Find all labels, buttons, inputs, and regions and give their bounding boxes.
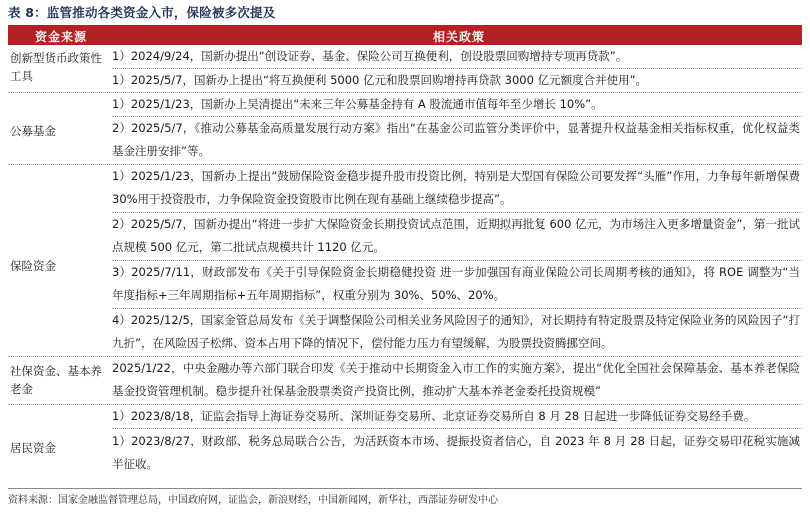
table-title: 表 8：监管推动各类资金入市，保险被多次提及 — [8, 5, 276, 20]
category-household-funds: 居民资金 — [10, 441, 56, 455]
data-source-note: 资料来源：国家金融监督管理总局，中国政府网，证监会，新浪财经，中国新闻网，新华社，西部证券研发中心 — [8, 495, 498, 506]
row-divider — [112, 428, 802, 429]
policy-item: 1）2025/1/23，国新办上提出“鼓励保险资金稳步提升股市投资比例，特别是大型国有保险公司要发挥“头雁”作用，力争每年新增保费 30%用于投资股市，力争保险资金投资股市比例在现有基础上继续稳步提高”。 — [112, 169, 800, 206]
policy-item: 3）2025/7/11，财政部发布《关于引导保险资金长期稳健投资 进一步加强国有商业保险公司长周期考核的通知》，将 ROE 调整为“当年度指标+三年周期指标+五年周期指标”，权重分别为 30%、50%、20%。 — [112, 265, 800, 302]
policy-item: 1）2024/9/24，国新办提出“创设证券、基金、保险公司互换便利，创设股票回购增持专项再贷款”。 — [112, 49, 628, 63]
policy-table — [8, 45, 802, 488]
header-fund-source: 资金来源 — [34, 30, 87, 44]
policy-item: 4）2025/12/5，国家金管总局发布《关于调整保险公司相关业务风险因子的通知》，对长期持有特定股票及特定保险业务的风险因子“打九折”，在风险因子松绑、资本占用下降的情况下，偿付能力压力有望缓解，为股票投资腾挪空间。 — [112, 313, 800, 350]
policy-item: 2）2025/5/7，《推动公募基金高质量发展行动方案》指出“在基金公司监管分类评价中，显著提升权益基金相关指标权重，优化权益类基金注册安排”等。 — [112, 121, 800, 158]
category-monetary-tools: 创新型货币政策性工具 — [10, 51, 102, 83]
policy-item: 2025/1/22，中央金融办等六部门联合印发《关于推动中长期资金入市工作的实施方案》，提出“优化全国社会保障基金、基本养老保险基金投资管理机制。稳步提升社保基金股票类资产投资比例，推动扩大基本养老金委托投资规模” — [112, 361, 800, 398]
policy-item: 1）2023/8/18，证监会指导上海证券交易所、深圳证券交易所、北京证券交易所自 8 月 28 日起进一步降低证券交易经手费。 — [112, 409, 756, 423]
table-bottom-border — [8, 488, 802, 489]
policy-item: 1）2025/5/7，国新办上提出“将互换便利 5000 亿元和股票回购增持再贷款 3000 亿元额度合并使用”。 — [112, 73, 648, 87]
category-social-security: 社保资金、基本养老金 — [10, 364, 102, 396]
header-related-policy: 相关政策 — [432, 30, 485, 44]
policy-item: 1）2023/8/27，财政部、税务总局联合公告，为活跃资本市场、提振投资者信心，自 2023 年 8 月 28 日起，证券交易印花税实施减半征收。 — [112, 434, 800, 471]
category-public-funds: 公募基金 — [10, 124, 56, 138]
table-header — [8, 25, 802, 45]
policy-item: 1）2025/1/23，国新办上吴清提出“未来三年公募基金持有 A 股流通市值每年至少增长 10%”。 — [112, 97, 603, 111]
category-insurance-funds: 保险资金 — [10, 259, 56, 273]
policy-item: 2）2025/5/7，国新办提出“将进一步扩大保险资金长期投资试点范围，近期拟再批复 600 亿元，为市场注入更多增量资金”，第一批试点规模 500 亿元，第二批试点规模共计 1120 亿元。 — [112, 217, 800, 254]
